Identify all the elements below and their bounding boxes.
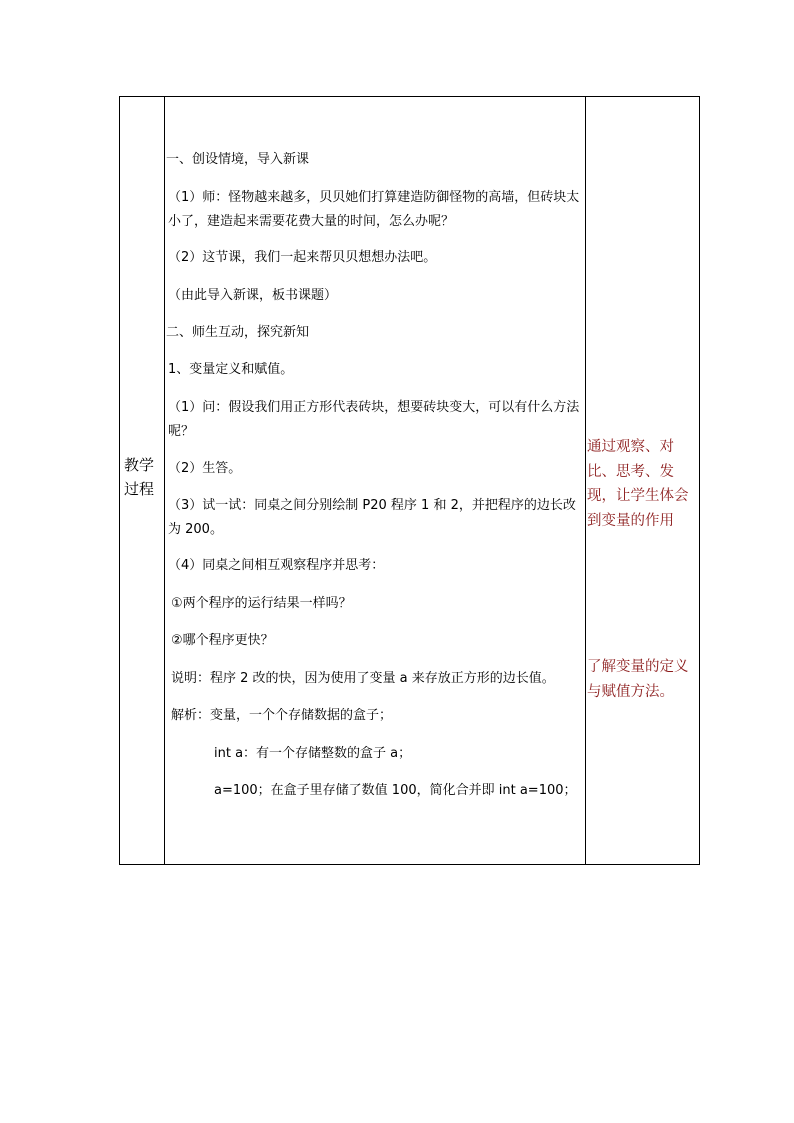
step-answer: （2）生答。 [168, 461, 242, 476]
step-observe: （4）同桌之间相互观察程序并思考： [168, 558, 385, 573]
analysis: 解析：变量，一个个存储数据的盒子； [171, 708, 393, 723]
heading-explore: 二、师生互动，探究新知 [166, 325, 310, 340]
question-same-result: ①两个程序的运行结果一样吗？ [171, 596, 352, 611]
section-label: 教学过程 [124, 456, 155, 498]
subheading-variables: 1、变量定义和赋值。 [168, 362, 294, 377]
step-together: （2）这节课，我们一起来帮贝贝想想办法吧。 [168, 250, 437, 265]
code-assign: a=100；在盒子里存储了数值 100，简化合并即 int a=100； [214, 783, 577, 798]
note-goal: 了解变量的定义与赋值方法。 [587, 659, 689, 700]
code-declare: int a：有一个存储整数的盒子 a； [214, 746, 412, 761]
heading-intro: 一、创设情境，导入新课 [166, 152, 310, 167]
explanation: 说明：程序 2 改的快，因为使用了变量 a 来存放正方形的边长值。 [171, 671, 555, 686]
label-column [120, 97, 165, 864]
step-ask: （1）问：假设我们用正方形代表砖块，想要砖块变大，可以有什么方法呢？ [168, 400, 580, 439]
step-teacher-question: （1）师：怪物越来越多，贝贝她们打算建造防御怪物的高墙，但砖块太小了，建造起来需要花费大量的时间，怎么办呢？ [168, 190, 580, 229]
notes-column [586, 97, 699, 864]
lesson-table [119, 96, 700, 865]
step-topic: （由此导入新课，板书课题） [168, 288, 338, 303]
step-try: （3）试一试：同桌之间分别绘制 P20 程序 1 和 2，并把程序的边长改为 200。 [168, 498, 576, 537]
question-faster: ②哪个程序更快？ [171, 633, 274, 648]
content-column [165, 97, 586, 864]
note-purpose: 通过观察、对比、思考、发现，让学生体会到变量的作用 [587, 439, 689, 529]
